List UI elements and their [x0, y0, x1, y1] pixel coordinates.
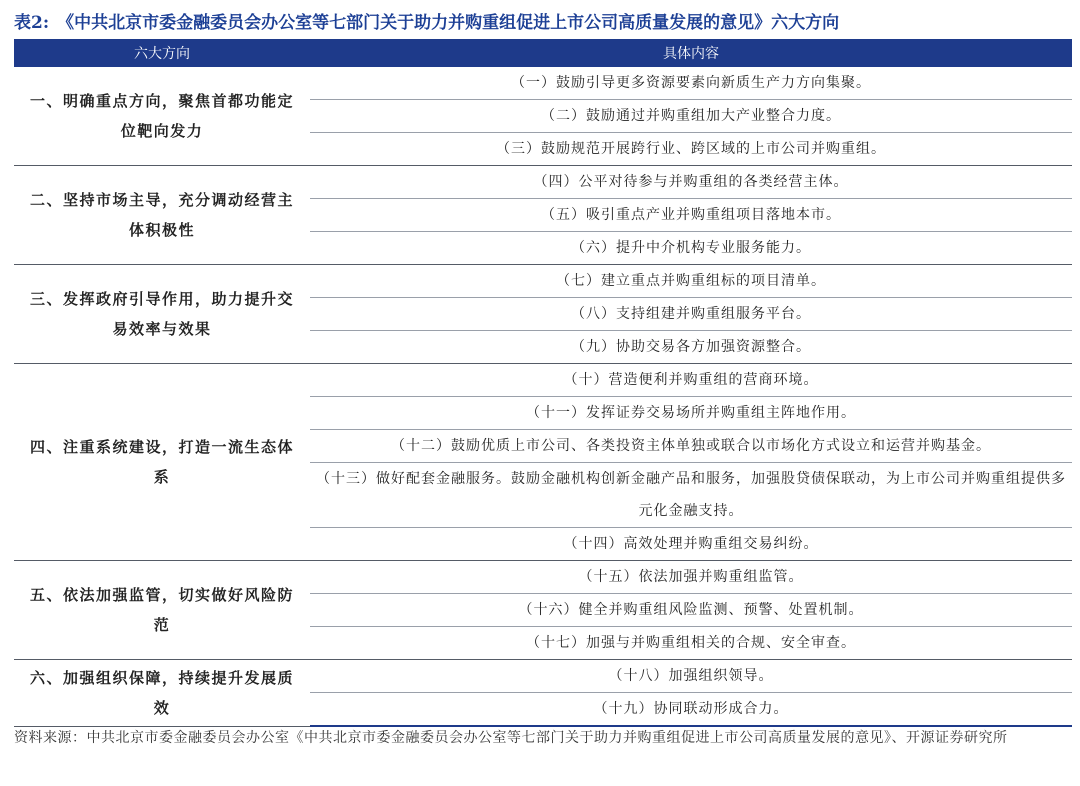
table-title — [14, 8, 1074, 38]
direction-text: 效 — [153, 698, 171, 717]
content-cell: （四）公平对待参与并购重组的各类经营主体。 — [310, 166, 1072, 199]
direction-text: 位靶向发力 — [120, 122, 204, 140]
direction-text: 系 — [153, 468, 171, 486]
content-cell: （十一）发挥证券交易场所并购重组主阵地作用。 — [310, 397, 1072, 430]
direction-text: 易效率与效果 — [112, 320, 212, 338]
content-cell: （一）鼓励引导更多资源要素向新质生产力方向集聚。 — [310, 67, 1072, 100]
content-cell: （二）鼓励通过并购重组加大产业整合力度。 — [310, 100, 1072, 133]
direction-text: 五、依法加强监管，切实做好风险防 — [29, 586, 294, 604]
content-cell: （十九）协同联动形成合力。 — [310, 693, 1072, 727]
table-row — [14, 660, 1072, 693]
content-cell: （十六）健全并购重组风险监测、预警、处置机制。 — [310, 594, 1072, 627]
direction-cell — [14, 67, 310, 166]
table-number-label: 表2: — [14, 13, 50, 33]
content-cell: （十三）做好配套金融服务。鼓励金融机构创新金融产品和服务，加强股贷债保联动，为上市公司并购重组提供多元化金融支持。 — [310, 463, 1072, 528]
content-cell: （十七）加强与并购重组相关的合规、安全审查。 — [310, 627, 1072, 660]
direction-cell — [14, 166, 310, 265]
content-cell: （六）提升中介机构专业服务能力。 — [310, 232, 1072, 265]
direction-text: 四、注重系统建设，打造一流生态体 — [29, 438, 294, 456]
table-row — [14, 364, 1072, 397]
content-cell: （十八）加强组织领导。 — [310, 660, 1072, 693]
direction-text: 二、坚持市场主导，充分调动经营主 — [29, 191, 294, 209]
direction-cell — [14, 561, 310, 660]
direction-text: 六、加强组织保障，持续提升发展质 — [29, 668, 294, 687]
header-content: 具体内容 — [310, 39, 1072, 67]
content-cell: （七）建立重点并购重组标的项目清单。 — [310, 265, 1072, 298]
table-row — [14, 265, 1072, 298]
source-note: 资料来源：中共北京市委金融委员会办公室《中共北京市委金融委员会办公室等七部门关于助力并购重组促进上市公司高质量发展的意见》、开源证券研究所 — [14, 730, 1008, 746]
direction-text: 体积极性 — [128, 221, 195, 239]
content-cell: （十五）依法加强并购重组监管。 — [310, 561, 1072, 594]
direction-text: 三、发挥政府引导作用，助力提升交 — [29, 290, 294, 308]
content-cell: （十）营造便利并购重组的营商环境。 — [310, 364, 1072, 397]
table-body — [14, 67, 1072, 726]
direction-text: 一、明确重点方向，聚焦首都功能定 — [29, 92, 294, 110]
table-title-text: 《中共北京市委金融委员会办公室等七部门关于助力并购重组促进上市公司高质量发展的意见》六大方向 — [57, 13, 840, 33]
table-row — [14, 561, 1072, 594]
content-cell: （十四）高效处理并购重组交易纠纷。 — [310, 528, 1072, 561]
content-cell: （八）支持组建并购重组服务平台。 — [310, 298, 1072, 331]
direction-cell — [14, 660, 310, 727]
directions-table — [14, 39, 1072, 727]
header-directions: 六大方向 — [14, 39, 310, 67]
direction-cell — [14, 265, 310, 364]
direction-cell — [14, 364, 310, 561]
content-cell: （三）鼓励规范开展跨行业、跨区域的上市公司并购重组。 — [310, 133, 1072, 166]
table-header-row — [14, 39, 1072, 67]
content-cell: （五）吸引重点产业并购重组项目落地本市。 — [310, 199, 1072, 232]
content-cell: （九）协助交易各方加强资源整合。 — [310, 331, 1072, 364]
content-cell: （十二）鼓励优质上市公司、各类投资主体单独或联合以市场化方式设立和运营并购基金。 — [310, 430, 1072, 463]
table-row — [14, 166, 1072, 199]
table-row — [14, 67, 1072, 100]
direction-text: 范 — [153, 616, 171, 634]
